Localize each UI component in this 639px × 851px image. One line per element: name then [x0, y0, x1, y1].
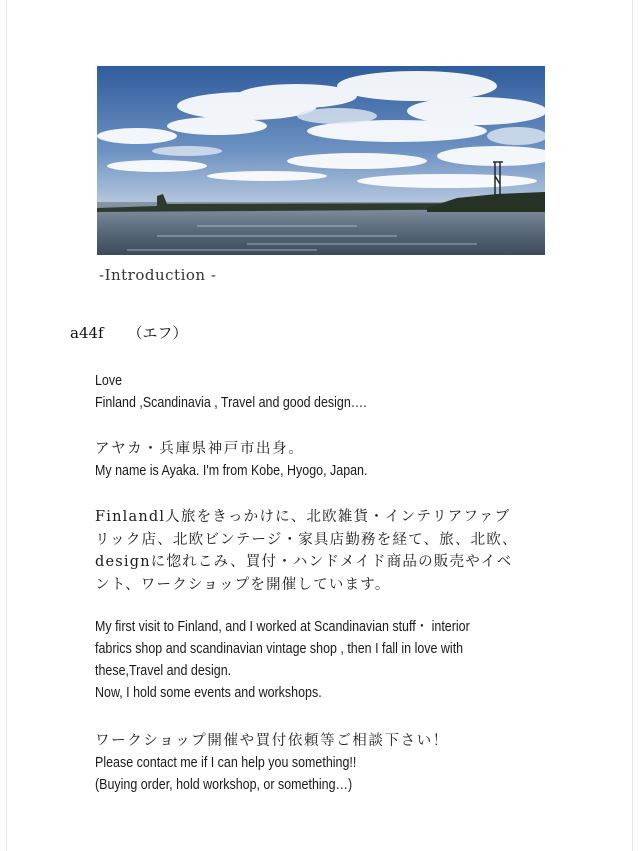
story-en-line-3: these,Travel and design. [95, 663, 232, 679]
story-jp-paragraph [95, 506, 565, 596]
story-jp-line-1: Finlandl人旅をきっかけに、北欧雑貨・インテリアファブ [95, 509, 511, 525]
contact-en-line-1: Please contact me if I can help you something!! [95, 755, 357, 771]
hero-photo [97, 66, 545, 255]
brand-name-text: a44f [70, 324, 104, 342]
brand-reading: （エフ） [127, 324, 188, 342]
story-en-line-1: My first visit to Finland, and I worked at Scandinavian stuff・ interior [95, 619, 470, 635]
introduction-heading: -Introduction - [99, 266, 217, 284]
brand-name [70, 322, 187, 343]
story-en-paragraph [95, 616, 499, 704]
story-jp-line-2: リック店、北欧ビンテージ・家具店勤務を経て、旅、北欧、 [95, 531, 518, 548]
story-en-line-2: fabrics shop and scandinavian vintage shop , then I fall in love with [95, 641, 464, 657]
profile-en [95, 460, 499, 482]
story-jp-line-3: designに惚れこみ、買付・ハンドメイド商品の販売やイベ [95, 554, 513, 570]
contact-en [95, 752, 499, 796]
lake-landscape-photo-icon [97, 66, 545, 255]
contact-jp [95, 730, 565, 753]
story-jp-line-4: ント、ワークショップを開催しています。 [95, 576, 391, 593]
love-paragraph [95, 370, 499, 414]
profile-jp [95, 438, 565, 461]
story-en-line-4: Now, I hold some events and workshops. [95, 685, 322, 701]
profile-jp-line: アヤカ・兵庫県神戸市出身。 [95, 441, 305, 457]
document-page [6, 0, 633, 851]
profile-en-line: My name is Ayaka. I'm from Kobe, Hyogo, Japan. [95, 463, 368, 479]
contact-en-line-2: (Buying order, hold workshop, or something…) [95, 777, 353, 793]
contact-jp-line: ワークショップ開催や買付依頼等ご相談下さい！ [95, 733, 449, 749]
love-line-1: Love [95, 373, 123, 389]
love-line-2: Finland ,Scandinavia , Travel and good design…. [95, 395, 367, 411]
